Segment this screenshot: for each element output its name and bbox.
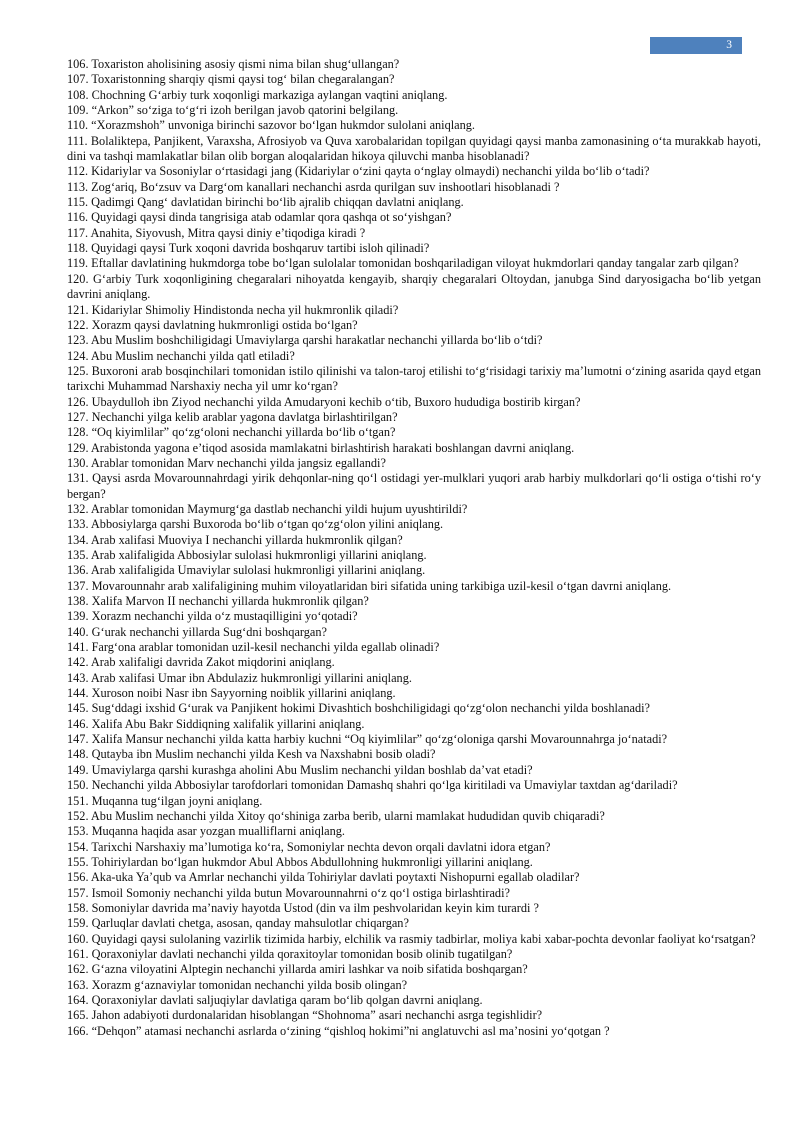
page-number-badge: 3 (650, 37, 742, 54)
question-item: 140. G‘urak nechanchi yillarda Sug‘dni boshqargan? (67, 624, 327, 639)
question-item: 151. Muqanna tug‘ilgan joyni aniqlang. (67, 793, 263, 808)
question-item: 154. Tarixchi Narshaxiy ma’lumotiga ko‘ra, Somoniylar nechta devon orqali davlatni idora etgan? (67, 839, 551, 854)
question-item: 124. Abu Muslim nechanchi yilda qatl etiladi? (67, 348, 295, 363)
question-item: 143. Arab xalifasi Umar ibn Abdulaziz hukmronligi yillarini aniqlang. (67, 670, 412, 685)
question-item: 158. Somoniylar davrida ma’naviy hayotda Ustod (din va ilm peshvolaridan keyin kim turardi ? (67, 900, 539, 915)
question-item: 150. Nechanchi yilda Abbosiylar tarofdorlari tomonidan Damashq shahri qo‘lga kiritiladi va Umaviylar taxtdan ag‘dariladi? (67, 778, 678, 793)
question-item: 107. Toxaristonning sharqiy qismi qaysi tog‘ bilan chegaralangan? (67, 72, 395, 87)
question-item: 133. Abbosiylarga qarshi Buxoroda bo‘lib o‘tgan qo‘zg‘olon yilini aniqlang. (67, 517, 444, 532)
question-item: 156. Aka-uka Ya’qub va Amrlar nechanchi yilda Tohiriylar davlati poytaxti Nishopurni egallab oladilar? (67, 870, 580, 885)
question-item: 106. Toxariston aholisining asosiy qismi nima bilan shug‘ullangan? (67, 57, 400, 71)
question-item: 159. Qarluqlar davlati chetga, asosan, qanday mahsulotlar chiqargan? (67, 916, 409, 931)
question-item: 128. “Oq kiyimlilar” qo‘zg‘oloni nechanchi yillarda bo‘lib o‘tgan? (67, 425, 396, 440)
question-item: 136. Arab xalifaligida Umaviylar sulolasi hukmronligi yillarini aniqlang. (67, 563, 426, 578)
question-item: 139. Xorazm nechanchi yilda o‘z mustaqilligini yo‘qotadi? (67, 609, 358, 624)
question-item: 122. Xorazm qaysi davlatning hukmronligi ostida bo‘lgan? (67, 317, 358, 332)
question-item: 110. “Xorazmshoh” unvoniga birinchi sazovor bo‘lgan hukmdor sulolani aniqlang. (67, 118, 475, 133)
question-item: 163. Xorazm g‘aznaviylar tomonidan nechanchi yilda bosib olingan? (67, 977, 408, 992)
question-item: 127. Nechanchi yilga kelib arablar yagona davlatga birlashtirilgan? (67, 409, 398, 424)
question-item: 115. Qadimgi Qang‘ davlatidan birinchi bo‘lib ajralib chiqqan davlatni aniqlang. (67, 195, 464, 210)
question-item: 119. Eftallar davlatining hukmdorga tobe bo‘lgan sulolalar tomonidan boshqariladigan viloyat hukmdorlari qanday tangalar zarb qilgan? (67, 256, 739, 271)
question-item: 155. Tohiriylardan bo‘lgan hukmdor Abul Abbos Abdullohning hukmronligi yillarini aniqlang. (67, 854, 533, 869)
question-item: 153. Muqanna haqida asar yozgan mualliflarni aniqlang. (67, 824, 345, 839)
question-item: 129. Arabistonda yagona e’tiqod asosida mamlakatni birlashtirish harakati boshlangan davrni aniqlang. (67, 440, 575, 455)
question-item: 157. Ismoil Somoniy nechanchi yilda butun Movarounnahrni o‘z qo‘l ostiga birlashtiradi? (67, 885, 510, 900)
question-item: 141. Farg‘ona arablar tomonidan uzil-kesil nechanchi yilda egallab olinadi? (67, 640, 440, 655)
question-item: 109. “Arkon” so‘ziga to‘g‘ri izoh berilgan javob qatorini belgilang. (67, 103, 399, 118)
question-item: 123. Abu Muslim boshchiligidagi Umaviylarga qarshi harakatlar nechanchi yillarda bo‘lib o‘tdi? (67, 333, 543, 348)
question-item: 165. Jahon adabiyoti durdonalaridan hisoblangan “Shohnoma” asari nechanchi asrga tegishlidir? (67, 1008, 543, 1023)
question-item: 130. Arablar tomonidan Marv nechanchi yilda jangsiz egallandi? (67, 455, 386, 470)
question-item: 148. Qutayba ibn Muslim nechanchi yilda Kesh va Naxshabni bosib oladi? (67, 747, 436, 762)
question-item: 137. Movarounnahr arab xalifaligining muhim viloyatlaridan biri sifatida uning tarkibiga uzil-kesil o‘tgan davrni aniqlang. (67, 578, 672, 593)
question-item: 108. Chochning G‘arbiy turk xoqonligi markaziga aylangan vaqtini aniqlang. (67, 87, 448, 102)
question-item: 132. Arablar tomonidan Maymurg‘ga dastlab nechanchi yildi hujum uyushtirildi? (67, 501, 468, 516)
question-item: 117. Anahita, Siyovush, Mitra qaysi diniy e’tiqodiga kiradi ? (67, 225, 366, 240)
question-item: 121. Kidariylar Shimoliy Hindistonda necha yil hukmronlik qiladi? (67, 302, 399, 317)
question-item: 147. Xalifa Mansur nechanchi yilda katta harbiy kuchni “Oq kiyimlilar” qo‘zg‘oloniga qarshi Movarounnahrga jo‘natadi? (67, 732, 668, 747)
question-item: 126. Ubaydulloh ibn Ziyod nechanchi yilda Amudaryoni kechib o‘tib, Buxoro hududiga bostirib kirgan? (67, 394, 581, 409)
question-item: 134. Arab xalifasi Muoviya I nechanchi yillarda hukmronlik qilgan? (67, 532, 403, 547)
question-item: 166. “Dehqon” atamasi nechanchi asrlarda o‘zining “qishloq hokimi”ni anglatuvchi asl ma’nosini yo‘qotgan ? (67, 1023, 610, 1038)
question-item: 144. Xuroson noibi Nasr ibn Sayyorning noiblik yillarini aniqlang. (67, 686, 396, 701)
question-item: 161. Qoraxoniylar davlati nechanchi yilda qoraxitoylar tomonidan bosib olinib tugatilgan? (67, 946, 513, 961)
question-item: 152. Abu Muslim nechanchi yilda Xitoy qo‘shiniga zarba berib, ularni mamlakat hududidan quvib chiqaradi? (67, 808, 605, 823)
question-item: 138. Xalifa Marvon II nechanchi yillarda hukmronlik qilgan? (67, 594, 369, 609)
question-item: 112. Kidariylar va Sosoniylar o‘rtasidagi jang (Kidariylar o‘zini qayta o‘nglay olmaydi) nechanchi yilda bo‘lib o‘tadi? (67, 164, 650, 179)
question-item: 164. Qoraxoniylar davlati saljuqiylar davlatiga qaram bo‘lib qolgan davrni aniqlang. (67, 992, 483, 1007)
question-item: 120. G‘arbiy Turk xoqonligining chegaralari nihoyatda kengayib, sharqiy chegaralari Oltoydan, janubga Sind daryosigacha bo‘lib yetgan davrini aniqlang. (67, 271, 761, 302)
question-item: 160. Quyidagi qaysi sulolaning vazirlik tizimida harbiy, elchilik va rasmiy tadbirlar, moliya kabi xabar-pochta devonlar faoliyat ko‘rsatgan? (67, 931, 756, 946)
question-item: 146. Xalifa Abu Bakr Siddiqning xalifalik yillarini aniqlang. (67, 716, 365, 731)
question-item: 149. Umaviylarga qarshi kurashga aholini Abu Muslim nechanchi yildan boshlab da’vat etadi? (67, 762, 533, 777)
question-item: 116. Quyidagi qaysi dinda tangrisiga atab odamlar qora qashqa ot so‘yishgan? (67, 210, 452, 225)
question-item: 111. Bolaliktepa, Panjikent, Varaxsha, Afrosiyob va Quva xarobalaridan topilgan quyidagi qaysi manba zamonasining o‘ta murakkab hayoti, dini va tashqi mamlakatlar bilan olib borgan aloqalaridan hikoya qiluvchi manba hisoblanadi? (67, 133, 761, 164)
question-item: 135. Arab xalifaligida Abbosiylar sulolasi hukmronligi yillarini aniqlang. (67, 548, 427, 562)
question-item: 113. Zog‘ariq, Bo‘zsuv va Darg‘om kanallari nechanchi asrda qurilgan suv inshootlari hisoblanadi ? (67, 179, 560, 194)
question-item: 162. G‘azna viloyatini Alptegin nechanchi yillarda amiri lashkar va noib sifatida boshqargan? (67, 962, 528, 977)
question-item: 125. Buxoroni arab bosqinchilari tomonidan istilo qilinishi va talon-taroj etilishi to‘g‘risidagi tarixiy ma’lumotni o‘zining asarida qayd etgan tarixchi Muhammad Narshaxiy necha yil umr ko‘rgan? (67, 363, 761, 394)
question-item: 145. Sug‘ddagi ixshid G‘urak va Panjikent hokimi Divashtich boshchiligidagi qo‘zg‘olon nechanchi yilda boshlanadi? (67, 701, 650, 716)
question-item: 118. Quyidagi qaysi Turk xoqoni davrida boshqaruv tartibi isloh qilinadi? (67, 241, 430, 256)
question-list (67, 57, 761, 1039)
question-item: 142. Arab xalifaligi davrida Zakot miqdorini aniqlang. (67, 655, 335, 670)
question-item: 131. Qaysi asrda Movarounnahrdagi yirik dehqonlar-ning qo‘l ostidagi yer-mulklari yuqori arab harbiy mulkdorlari qo‘li ostiga o‘tishi ro‘y bergan? (67, 471, 761, 501)
